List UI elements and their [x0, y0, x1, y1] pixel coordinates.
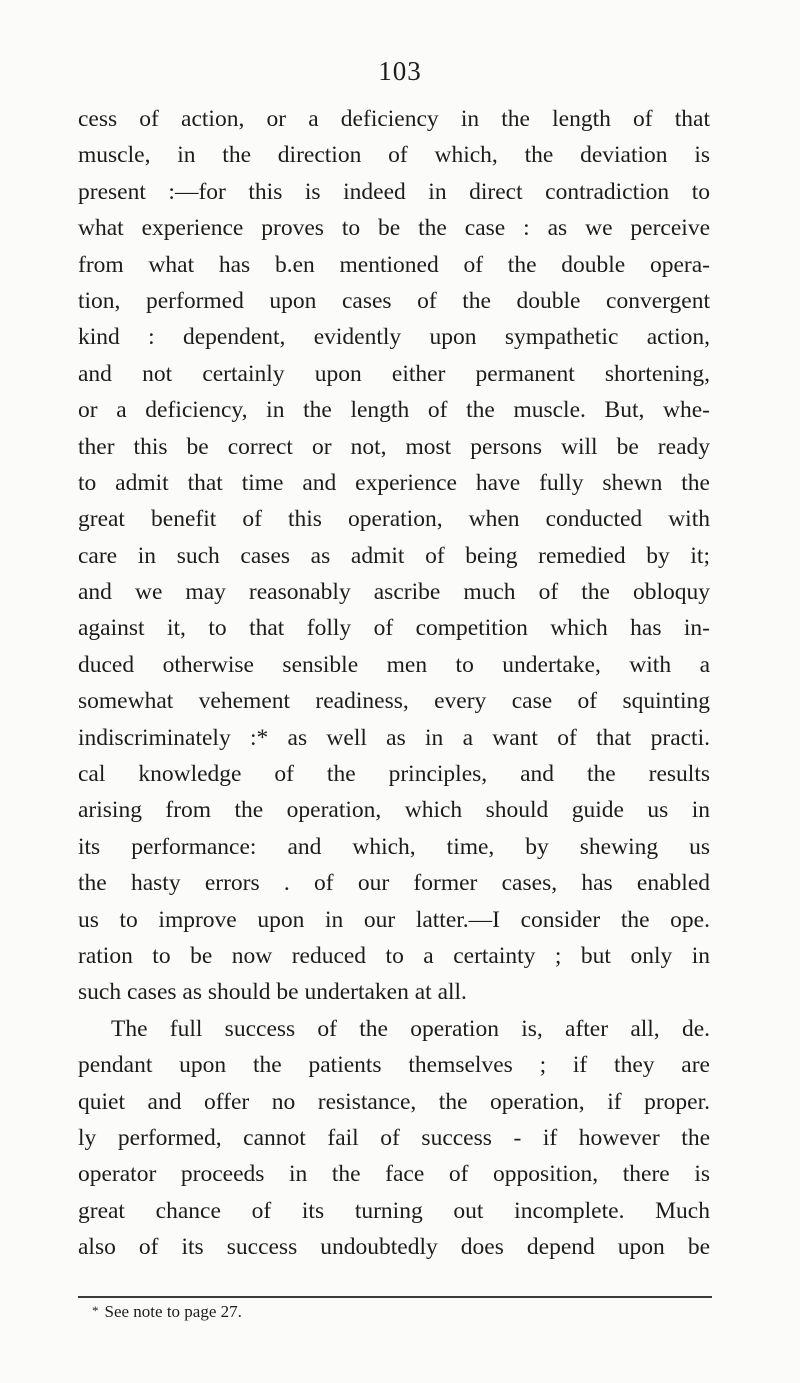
- text-line: kind : dependent, evidently upon sympathetic action,: [78, 324, 710, 351]
- text-line: ther this be correct or not, most persons will be ready: [78, 433, 710, 460]
- text-line: cess of action, or a deficiency in the length of that: [78, 106, 710, 132]
- text-line: present :—for this is indeed in direct contradiction to: [78, 178, 710, 205]
- text-line: to admit that time and experience have fully shewn the: [78, 469, 710, 496]
- text-line: and not certainly upon either permanent shortening,: [78, 360, 710, 387]
- text-line: ly performed, cannot fail of success - if however the: [78, 1124, 710, 1151]
- text-line: what experience proves to be the case : as we perceive: [78, 215, 710, 242]
- text-line: pendant upon the patients themselves ; if they are: [78, 1052, 710, 1079]
- page-number: 103: [378, 56, 422, 86]
- text-line: somewhat vehement readiness, every case of squinting: [78, 688, 710, 715]
- text-line: great chance of its turning out incomplete. Much: [78, 1197, 710, 1224]
- text-line: duced otherwise sensible men to undertake, with a: [78, 651, 710, 678]
- text-line: its performance: and which, time, by shewing us: [78, 833, 710, 860]
- text-line: or a deficiency, in the length of the muscle. But, whe-: [78, 397, 710, 424]
- text-line: ration to be now reduced to a certainty ; but only in: [78, 942, 710, 969]
- text-line: quiet and offer no resistance, the operation, if proper.: [78, 1088, 710, 1115]
- text-line: the hasty errors . of our former cases, has enabled: [78, 870, 710, 897]
- text-line: from what has b.en mentioned of the double opera-: [78, 251, 710, 278]
- text-line: muscle, in the direction of which, the deviation is: [78, 142, 710, 169]
- footnote-mark: *: [92, 1303, 99, 1318]
- text-line: indiscriminately :* as well as in a want of that practi.: [78, 724, 710, 751]
- text-line: tion, performed upon cases of the double convergent: [78, 287, 710, 314]
- text-line: operator proceeds in the face of opposition, there is: [78, 1161, 710, 1188]
- footnote-text: See note to page 27.: [104, 1302, 242, 1321]
- text-line: against it, to that folly of competition which has in-: [78, 615, 710, 642]
- text-line: and we may reasonably ascribe much of the obloquy: [78, 579, 710, 606]
- body-text: [78, 101, 710, 1266]
- text-line: such cases as should be undertaken at all.: [78, 979, 467, 1006]
- text-line: cal knowledge of the principles, and the results: [78, 761, 710, 788]
- text-line: The full success of the operation is, after all, de.: [111, 1015, 710, 1042]
- footnote-divider: [78, 1296, 712, 1298]
- text-line: us to improve upon in our latter.—I consider the ope.: [78, 906, 710, 933]
- text-line: great benefit of this operation, when conducted with: [78, 506, 710, 533]
- text-line: care in such cases as admit of being remedied by it;: [78, 542, 710, 569]
- footnote: [92, 1302, 242, 1322]
- text-line: also of its success undoubtedly does depend upon be: [78, 1234, 710, 1261]
- text-line: arising from the operation, which should guide us in: [78, 797, 710, 824]
